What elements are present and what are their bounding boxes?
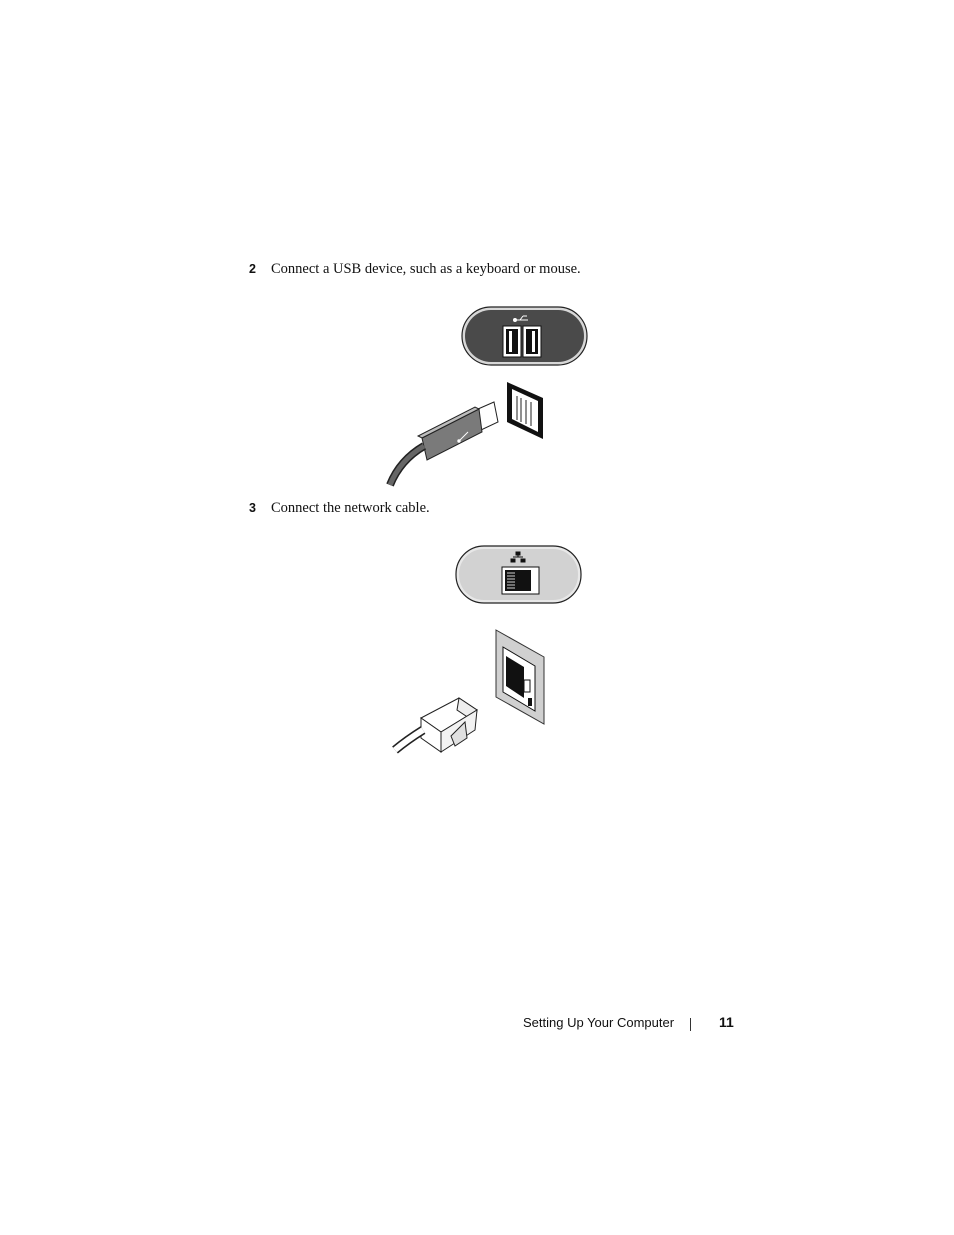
footer-separator: [690, 1018, 691, 1031]
step-2: [249, 260, 581, 278]
network-connector-icon: [385, 540, 595, 765]
step-number: 3: [249, 501, 256, 515]
footer-section-title: Setting Up Your Computer: [523, 1015, 675, 1030]
step-number: 2: [249, 262, 256, 276]
usb-connector-icon: [380, 300, 600, 495]
step-3: [249, 499, 430, 517]
step-text: Connect a USB device, such as a keyboard or mouse.: [271, 261, 581, 277]
page-number: 11: [719, 1014, 734, 1030]
step-text: Connect the network cable.: [271, 500, 430, 516]
